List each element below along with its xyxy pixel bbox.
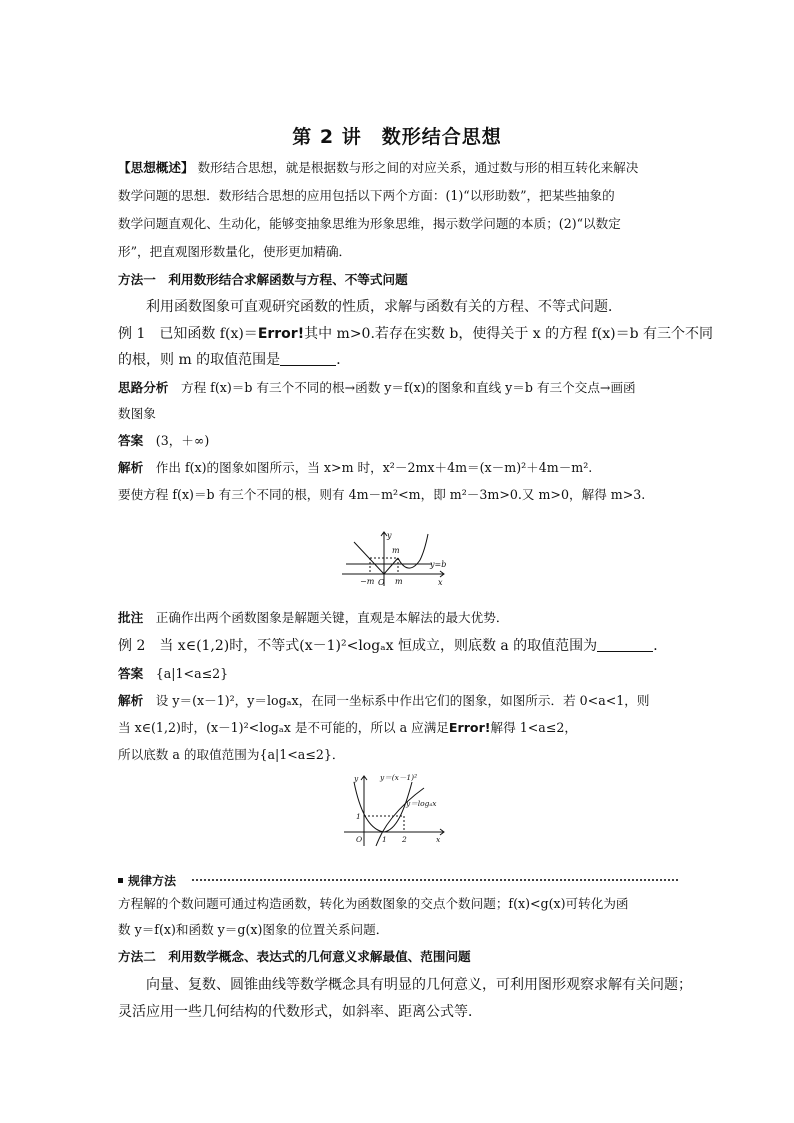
- example1-error: Error!: [257, 326, 305, 342]
- rule-square-icon: [118, 878, 123, 883]
- overview-tag: 【思想概述】: [118, 160, 194, 175]
- example1-label: 例 1: [118, 326, 146, 342]
- example2-line: 例 2 当 x∈(1,2)时，不等式(x－1)²<logₐx 恒成立，则底数 a 的取值范围为 ．: [118, 638, 668, 654]
- figure2-label-curve1: y＝(x－1)²: [380, 773, 418, 782]
- solution2-line-1: [118, 691, 678, 711]
- figure1-label-y: y: [387, 531, 392, 540]
- note1-text: 正确作出两个函数图象是解题关键，直观是本解法的最大优势．: [155, 610, 509, 625]
- figure2-label-origin: O: [356, 835, 363, 844]
- solution2-text-2b: 解得 1<a≤2，: [490, 720, 577, 735]
- figure1-label-y-b: y=b: [430, 560, 447, 569]
- analysis-line-2: 数图象: [118, 406, 156, 421]
- figure2-label-curve2: y＝logₐx: [406, 799, 437, 808]
- solution1-line-1: [118, 458, 678, 478]
- solution2-line-2: [118, 718, 678, 738]
- solution2-text-2a: 当 x∈(1,2)时，(x－1)²<logₐx 是不可能的，所以 a 应满足: [118, 720, 449, 735]
- overview-line-2: 数学问题的思想．数形结合思想的应用包括以下两个方面：(1)“以形助数”，把某些抽象的: [118, 188, 615, 203]
- overview-line-4: 形”，把直观图形数量化，使形更加精确．: [118, 244, 352, 259]
- rule-label: 规律方法: [128, 874, 177, 888]
- rule-line-2: 数 y＝f(x)和函数 y＝g(x)图象的位置关系问题．: [118, 922, 389, 937]
- method2-heading: 方法二 利用数学概念、表达式的几何意义求解最值、范围问题: [118, 949, 471, 964]
- answer2-value: {a|1<a≤2}: [155, 666, 229, 681]
- figure1-quad-curve: [398, 534, 428, 568]
- solution1-line-2: 要使方程 f(x)＝b 有三个不同的根，则有 4m－m²<m，即 m²－3m>0.又 m>0，解得 m>3.: [118, 487, 646, 502]
- figure1-graph: [340, 528, 450, 588]
- example1-line-2: 的根，则 m 的取值范围是 ．: [118, 352, 351, 368]
- rule-line-1: 方程解的个数问题可通过构造函数，转化为函数图象的交点个数问题；f(x)<g(x)可转化为函: [118, 896, 629, 911]
- method2-line-1: 向量、复数、圆锥曲线等数学概念具有明显的几何意义，可利用图形观察求解有关问题；: [146, 977, 692, 993]
- answer2-label: 答案: [118, 666, 144, 681]
- figure1-label-origin: O: [378, 578, 385, 587]
- figure1-label-neg-m: −m: [360, 577, 375, 586]
- method1-heading: 方法一 利用数形结合求解函数与方程、不等式问题: [118, 272, 408, 287]
- figure2-parabola: [354, 782, 412, 832]
- rule-header: [118, 872, 678, 886]
- rule-label-wrap: [118, 872, 176, 889]
- analysis-line-1: [118, 378, 678, 398]
- example1-text-c: 的根，则 m 的取值范围是: [118, 352, 281, 368]
- solution2-text-1: 设 y＝(x－1)²，y＝logₐx，在同一坐标系中作出它们的图象，如图所示．若 0<a<1，则: [155, 693, 650, 708]
- figure2-label-x1: 1: [382, 835, 387, 844]
- analysis-label: 思路分析: [118, 380, 169, 395]
- analysis-text-1: 方程 f(x)＝b 有三个不同的根→函数 y＝f(x)的图象和直线 y＝b 有三个交点→画函: [180, 380, 636, 395]
- overview-line-1: [118, 158, 678, 178]
- solution2-label: 解析: [118, 693, 144, 708]
- note1-line: [118, 608, 678, 628]
- figure2-label-x: x: [436, 835, 441, 844]
- figure2-label-x2: 2: [402, 835, 407, 844]
- figure1-label-m-axis: m: [395, 577, 403, 586]
- figure2-label-y: y: [354, 774, 359, 783]
- example2-blank: [597, 639, 653, 652]
- answer1-value: (3，＋∞): [155, 433, 210, 448]
- solution1-label: 解析: [118, 460, 144, 475]
- figure2-graph: [340, 772, 460, 848]
- figure2-label-one: 1: [356, 812, 361, 821]
- answer-blank: [280, 353, 336, 366]
- overview-line-3: 数学问题直观化、生动化，能够变抽象思维为形象思维，揭示数学问题的本质；(2)“以数定: [118, 216, 621, 231]
- answer2-line: [118, 664, 678, 684]
- page-title: 第 2 讲 数形结合思想: [292, 126, 502, 148]
- overview-text-1: 数形结合思想，就是根据数与形之间的对应关系，通过数与形的相互转化来解决: [197, 160, 639, 175]
- example2-text: 当 x∈(1,2)时，不等式(x－1)²<logₐx 恒成立，则底数 a 的取值范围为: [159, 638, 598, 654]
- method2-line-2: 灵活应用一些几何结构的代数形式，如斜率、距离公式等．: [118, 1004, 482, 1020]
- example1-text-a: 已知函数 f(x)＝: [159, 326, 258, 342]
- solution2-error: Error!: [448, 720, 491, 735]
- solution2-line-3: 所以底数 a 的取值范围为{a|1<a≤2}．: [118, 747, 345, 762]
- answer1-label: 答案: [118, 433, 144, 448]
- method1-intro: 利用函数图象可直观研究函数的性质，求解与函数有关的方程、不等式问题．: [146, 299, 622, 315]
- example1-line-1: [118, 324, 713, 344]
- note1-label: 批注: [118, 610, 144, 625]
- answer1-line: [118, 431, 678, 451]
- figure1-label-m-top: m: [392, 546, 400, 555]
- figure1-label-x: x: [438, 578, 443, 587]
- rule-divider: [192, 879, 678, 881]
- example2-label: 例 2: [118, 638, 146, 654]
- solution1-text-1: 作出 f(x)的图象如图所示，当 x>m 时，x²－2mx＋4m＝(x－m)²＋4m－m².: [155, 460, 593, 475]
- example1-text-b: 其中 m>0.若存在实数 b，使得关于 x 的方程 f(x)＝b 有三个不同: [304, 326, 713, 342]
